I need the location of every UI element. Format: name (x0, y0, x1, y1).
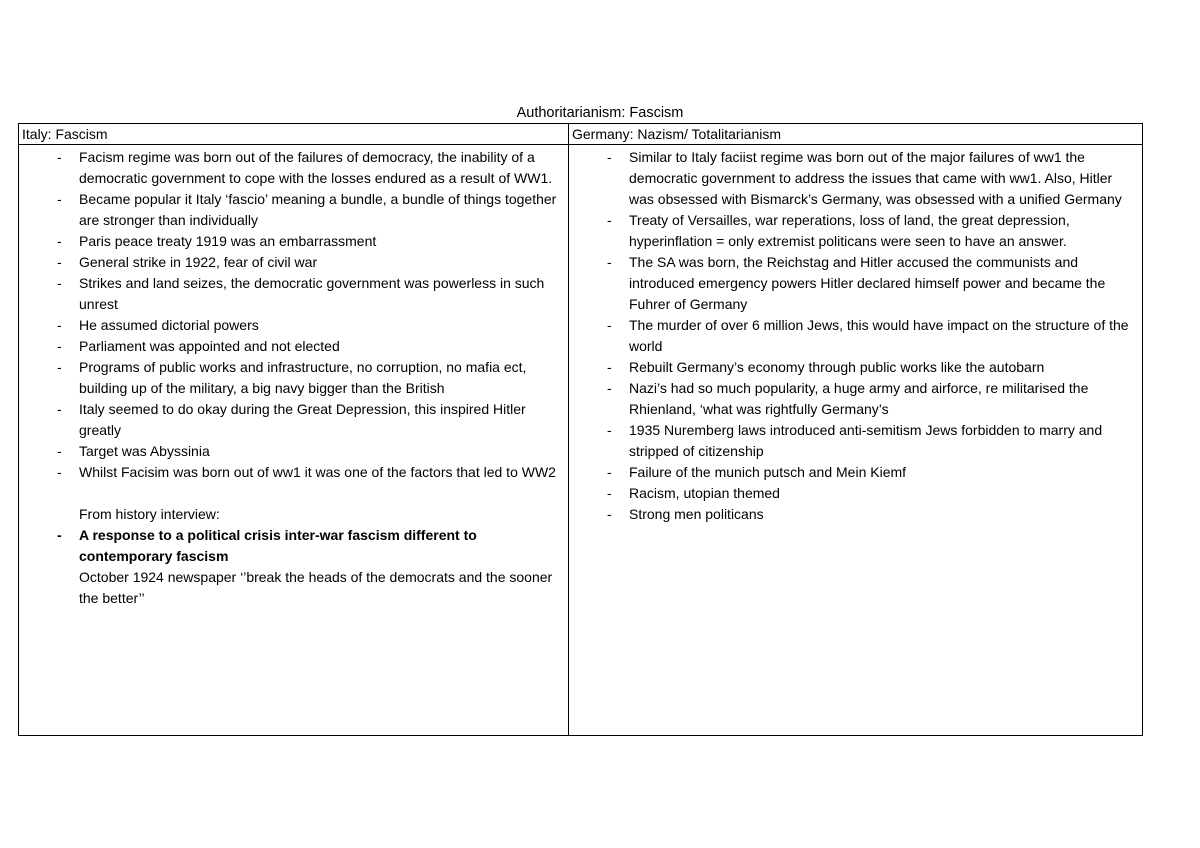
list-item: - Strong men politicans (573, 504, 1136, 525)
document-title: Authoritarianism: Fascism (516, 105, 684, 121)
germany-points-list (573, 147, 1136, 525)
dash-bullet: - (57, 338, 62, 354)
germany-column-header: Germany: Nazism/ Totalitarianism (569, 124, 1143, 145)
list-item: - Facism regime was born out of the failures of democracy, the inability of a democratic government to cope with the losses endured as a result of WW1. (57, 149, 553, 186)
dash-bullet: - (57, 254, 62, 270)
dash-bullet: - (607, 317, 612, 333)
dash-bullet: - (607, 485, 612, 501)
dash-bullet: - (607, 380, 612, 396)
list-item: - Italy seemed to do okay during the Great Depression, this inspired Hitler greatly (57, 401, 526, 438)
interview-heading: From history interview: (79, 506, 220, 522)
list-item: - Paris peace treaty 1919 was an embarrassment (23, 231, 562, 252)
table-body-row (19, 145, 1143, 736)
list-item: - Racism, utopian themed (573, 483, 1136, 504)
list-item: - Failure of the munich putsch and Mein Kiemf (573, 462, 1136, 483)
table-header-row (19, 124, 1143, 145)
newspaper-quote: October 1924 newspaper ‘’break the heads of the democrats and the sooner the better’’ (79, 569, 553, 606)
list-item: - The SA was born, the Reichstag and Hitler accused the communists and introduced emergency powers Hitler declared himself power and became the Fuhrer of Germany (607, 254, 1106, 312)
list-item: - Strikes and land seizes, the democratic government was powerless in such unrest (57, 275, 545, 312)
dash-bullet: - (57, 443, 62, 459)
dash-bullet: - (607, 254, 612, 270)
list-item: - Parliament was appointed and not elected (23, 336, 562, 357)
dash-bullet: - (57, 149, 62, 165)
list-item: - The murder of over 6 million Jews, this would have impact on the structure of the world (607, 317, 1129, 354)
list-item: - Target was Abyssinia (23, 441, 562, 462)
dash-bullet: - (57, 233, 62, 249)
germany-cell (569, 145, 1143, 736)
italy-cell (19, 145, 569, 736)
comparison-table (18, 123, 1143, 736)
dash-bullet: - (57, 317, 62, 333)
dash-bullet: - (607, 149, 612, 165)
list-item: - He assumed dictorial powers (23, 315, 562, 336)
spacer (23, 483, 562, 504)
list-item: - Became popular it Italy ‘fascio’ meaning a bundle, a bundle of things together are stronger than individually (57, 191, 557, 228)
list-item: - General strike in 1922, fear of civil war (23, 252, 562, 273)
list-item: - Nazi’s had so much popularity, a huge army and airforce, re militarised the Rhienland, ‘what was rightfully Germany’s (607, 380, 1089, 417)
dash-bullet: - (57, 359, 62, 375)
list-item: - Treaty of Versailles, war reperations, loss of land, the great depression, hyperinflation = only extremist politicans were seen to have an answer. (607, 212, 1070, 249)
interview-points-list (23, 525, 562, 567)
italy-column-header: Italy: Fascism (19, 124, 569, 145)
dash-bullet: - (57, 191, 62, 207)
list-item: - Similar to Italy faciist regime was born out of the major failures of ww1 the democratic government to address the issues that came with ww1. Also, Hitler was obsessed with Bismarck’s Germany, was obsessed with a unified Germany (607, 149, 1122, 207)
dash-bullet: - (57, 275, 62, 291)
list-item: - Whilst Facisim was born out of ww1 it was one of the factors that led to WW2 (23, 462, 562, 483)
dash-bullet: - (607, 212, 612, 228)
dash-bullet: - (607, 422, 612, 438)
dash-bullet: - (607, 506, 612, 522)
list-item: - 1935 Nuremberg laws introduced anti-semitism Jews forbidden to marry and stripped of citizenship (607, 422, 1103, 459)
dash-bullet: - (57, 527, 62, 543)
list-item: - Programs of public works and infrastructure, no corruption, no mafia ect, building up of the military, a big navy bigger than the British (57, 359, 527, 396)
dash-bullet: - (57, 401, 62, 417)
list-item: - Rebuilt Germany’s economy through public works like the autobarn (573, 357, 1136, 378)
list-item: - A response to a political crisis inter-war fascism different to contemporary fascism (57, 527, 477, 564)
italy-points-list (23, 147, 562, 483)
dash-bullet: - (607, 359, 612, 375)
dash-bullet: - (607, 464, 612, 480)
dash-bullet: - (57, 464, 62, 480)
